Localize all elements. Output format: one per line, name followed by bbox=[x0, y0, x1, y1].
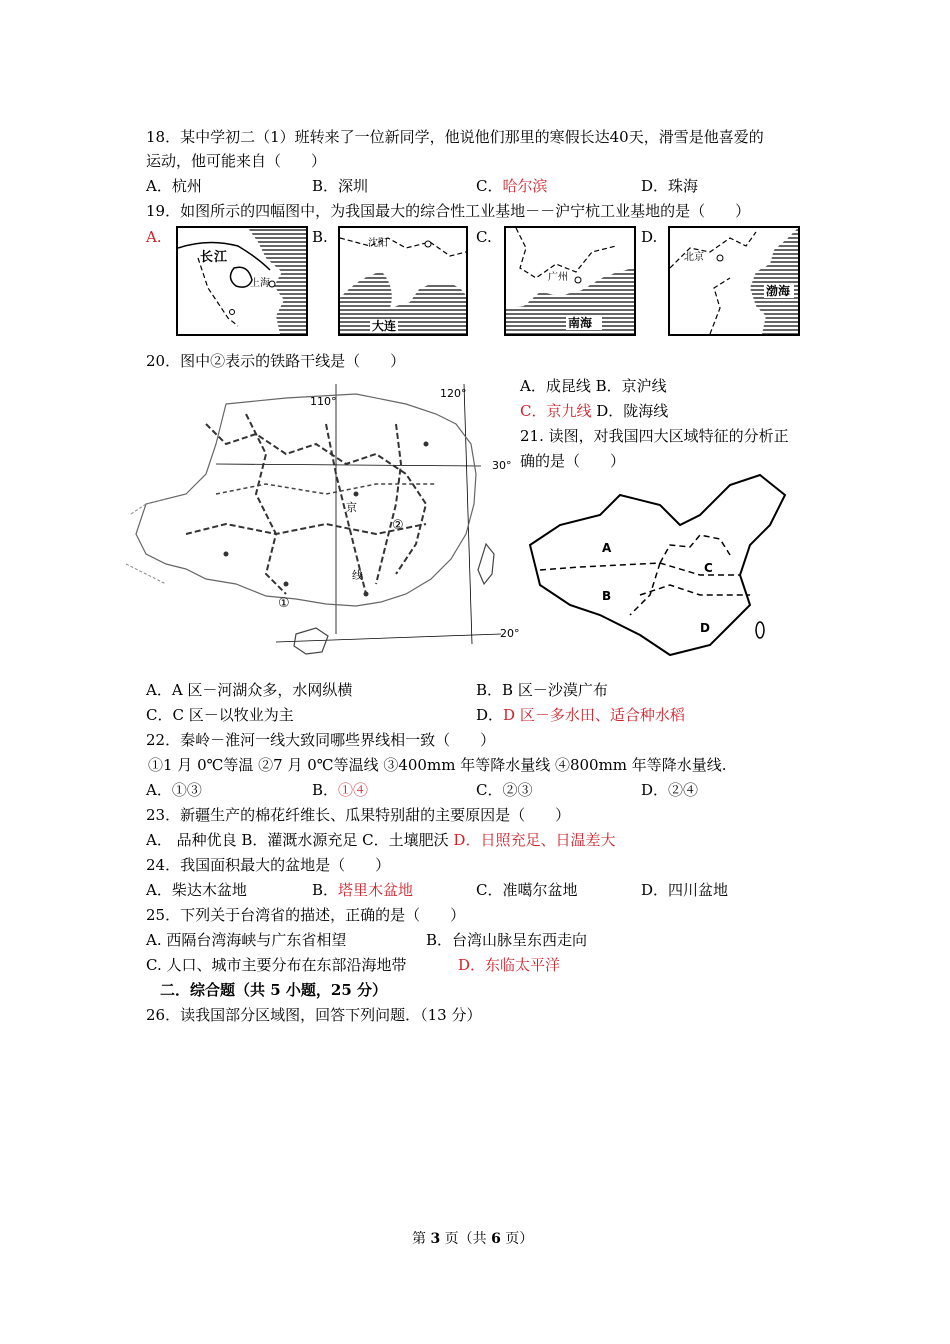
map-a-graphic bbox=[178, 228, 306, 334]
q20-map-lon-110: 110° bbox=[310, 395, 337, 408]
map-a-city-label: 上海 bbox=[250, 278, 270, 289]
q22-option-a: A．①③ bbox=[146, 781, 202, 799]
map-b-sea-label: 大连 bbox=[372, 319, 397, 333]
q25-stem: 25．下列关于台湾省的描述，正确的是（ ） bbox=[146, 906, 466, 924]
q22-option-c: C．②③ bbox=[476, 781, 533, 799]
q19-stem: 19．如图所示的四幅图中，为我国最大的综合性工业基地－－沪宁杭工业基地的是（ ） bbox=[146, 202, 751, 220]
q20-map-label-xian: 线 bbox=[352, 569, 363, 582]
q20-railway-map bbox=[126, 384, 506, 684]
q21-option-d: D．D 区－多水田、适合种水稻 bbox=[476, 706, 685, 724]
map-d-graphic bbox=[670, 228, 798, 334]
map-d-city-label: 北京 bbox=[684, 252, 704, 263]
q20-map-lon-120: 120° bbox=[440, 387, 467, 400]
q20-map-marker-1: ① bbox=[278, 596, 290, 611]
q19-option-d-label: D. bbox=[641, 228, 658, 246]
q20-map-lat-20: 20° bbox=[500, 627, 520, 640]
q22-items: ①1 月 0℃等温 ②7 月 0℃等温线 ③400mm 年等降水量线 ④800mm 年等降水量线. bbox=[148, 756, 727, 774]
map-c-sea-label: 南海 bbox=[568, 316, 593, 330]
map-b-city-label: 沈阳 bbox=[368, 238, 388, 249]
answer-mark: ①④ bbox=[338, 781, 369, 799]
q21-stem-line2: 确的是（ ） bbox=[520, 452, 626, 470]
q23-stem: 23．新疆生产的棉花纤维长、瓜果特别甜的主要原因是（ ） bbox=[146, 806, 571, 824]
q22-stem: 22．秦岭－淮河一线大致同哪些界线相一致（ ） bbox=[146, 731, 496, 749]
q21-map-region-a: A bbox=[602, 541, 612, 555]
q19-option-a-label: A. bbox=[146, 228, 162, 246]
q21-option-a: A．A 区－河湖众多，水网纵横 bbox=[146, 681, 353, 699]
q25-option-b: B．台湾山脉呈东西走向 bbox=[426, 931, 588, 949]
q20-map-marker-2: ② bbox=[392, 518, 404, 533]
q21-map-region-c: C bbox=[704, 561, 713, 575]
q21-option-b: B．B 区－沙漠广布 bbox=[476, 681, 608, 699]
q20-map-lat-30: 30° bbox=[492, 459, 512, 472]
q18-stem-line2: 运动，他可能来自（ ） bbox=[146, 152, 327, 170]
answer-mark: 哈尔滨 bbox=[502, 177, 548, 195]
q19-option-c-label: C. bbox=[476, 228, 492, 246]
q20-options-cd: C．京九线 D．陇海线 bbox=[520, 402, 669, 420]
q20-map-label-jing: 京 bbox=[346, 501, 357, 514]
q21-stem-line1: 21. 读图，对我国四大区域特征的分析正 bbox=[520, 427, 789, 445]
map-d-sea-label: 渤海 bbox=[766, 284, 791, 298]
q22-option-b: B．①④ bbox=[312, 781, 369, 799]
q24-stem: 24．我国面积最大的盆地是（ ） bbox=[146, 856, 391, 874]
q18-stem-line1: 18．某中学初二（1）班转来了一位新同学，他说他们那里的寒假长达40天，滑雪是他喜爱的 bbox=[146, 128, 764, 146]
page-footer: 第 3 页（共 6 页） bbox=[412, 1231, 534, 1247]
q23-options-abc: A． 品种优良 B．灌溉水源充足 C．土壤肥沃 D．日照充足、日温差大 bbox=[146, 831, 616, 849]
answer-mark: 塔里木盆地 bbox=[338, 881, 414, 899]
map-b-graphic bbox=[340, 228, 466, 334]
q19-map-d bbox=[668, 226, 800, 336]
q21-option-c: C．C 区－以牧业为主 bbox=[146, 706, 294, 724]
q25-option-c: C. 人口、城市主要分布在东部沿海地带 bbox=[146, 956, 407, 974]
q21-region-map bbox=[520, 475, 790, 665]
map-a-river-label-1: 长 bbox=[200, 250, 214, 265]
map-a-river-label-2: 江 bbox=[214, 250, 228, 265]
q21-map-region-b: B bbox=[602, 589, 612, 603]
q18-option-c: C．哈尔滨 bbox=[476, 177, 548, 195]
answer-mark: D．日照充足、日温差大 bbox=[453, 831, 616, 849]
q18-option-a: A．杭州 bbox=[146, 177, 202, 195]
total-pages: 6 bbox=[491, 1231, 501, 1247]
q26-stem: 26．读我国部分区域图，回答下列问题．（13 分） bbox=[146, 1006, 482, 1024]
q25-option-d: D．东临太平洋 bbox=[458, 956, 561, 974]
q19-option-b-label: B. bbox=[312, 228, 328, 246]
q19-map-c bbox=[504, 226, 636, 336]
current-page: 3 bbox=[430, 1231, 441, 1247]
answer-mark: D 区－多水田、适合种水稻 bbox=[503, 706, 685, 724]
q18-option-b: B．深圳 bbox=[312, 177, 369, 195]
q25-option-a: A. 西隔台湾海峡与广东省相望 bbox=[146, 931, 347, 949]
q19-map-b bbox=[338, 226, 468, 336]
q20-stem: 20．图中②表示的铁路干线是（ ） bbox=[146, 352, 406, 370]
q24-option-c: C．准噶尔盆地 bbox=[476, 881, 578, 899]
q22-option-d: D．②④ bbox=[641, 781, 699, 799]
q20-options-ab: A．成昆线 B．京沪线 bbox=[520, 377, 667, 395]
section-heading: 二．综合题（共 5 小题，25 分） bbox=[160, 981, 387, 999]
q24-option-d: D．四川盆地 bbox=[641, 881, 729, 899]
q18-option-d: D．珠海 bbox=[641, 177, 699, 195]
answer-mark: C．京九线 bbox=[520, 402, 592, 420]
q21-map-region-d: D bbox=[700, 621, 710, 635]
q24-option-a: A．柴达木盆地 bbox=[146, 881, 247, 899]
q24-option-b: B．塔里木盆地 bbox=[312, 881, 414, 899]
map-c-city-label: 广州 bbox=[548, 272, 568, 283]
q19-map-a bbox=[176, 226, 308, 336]
